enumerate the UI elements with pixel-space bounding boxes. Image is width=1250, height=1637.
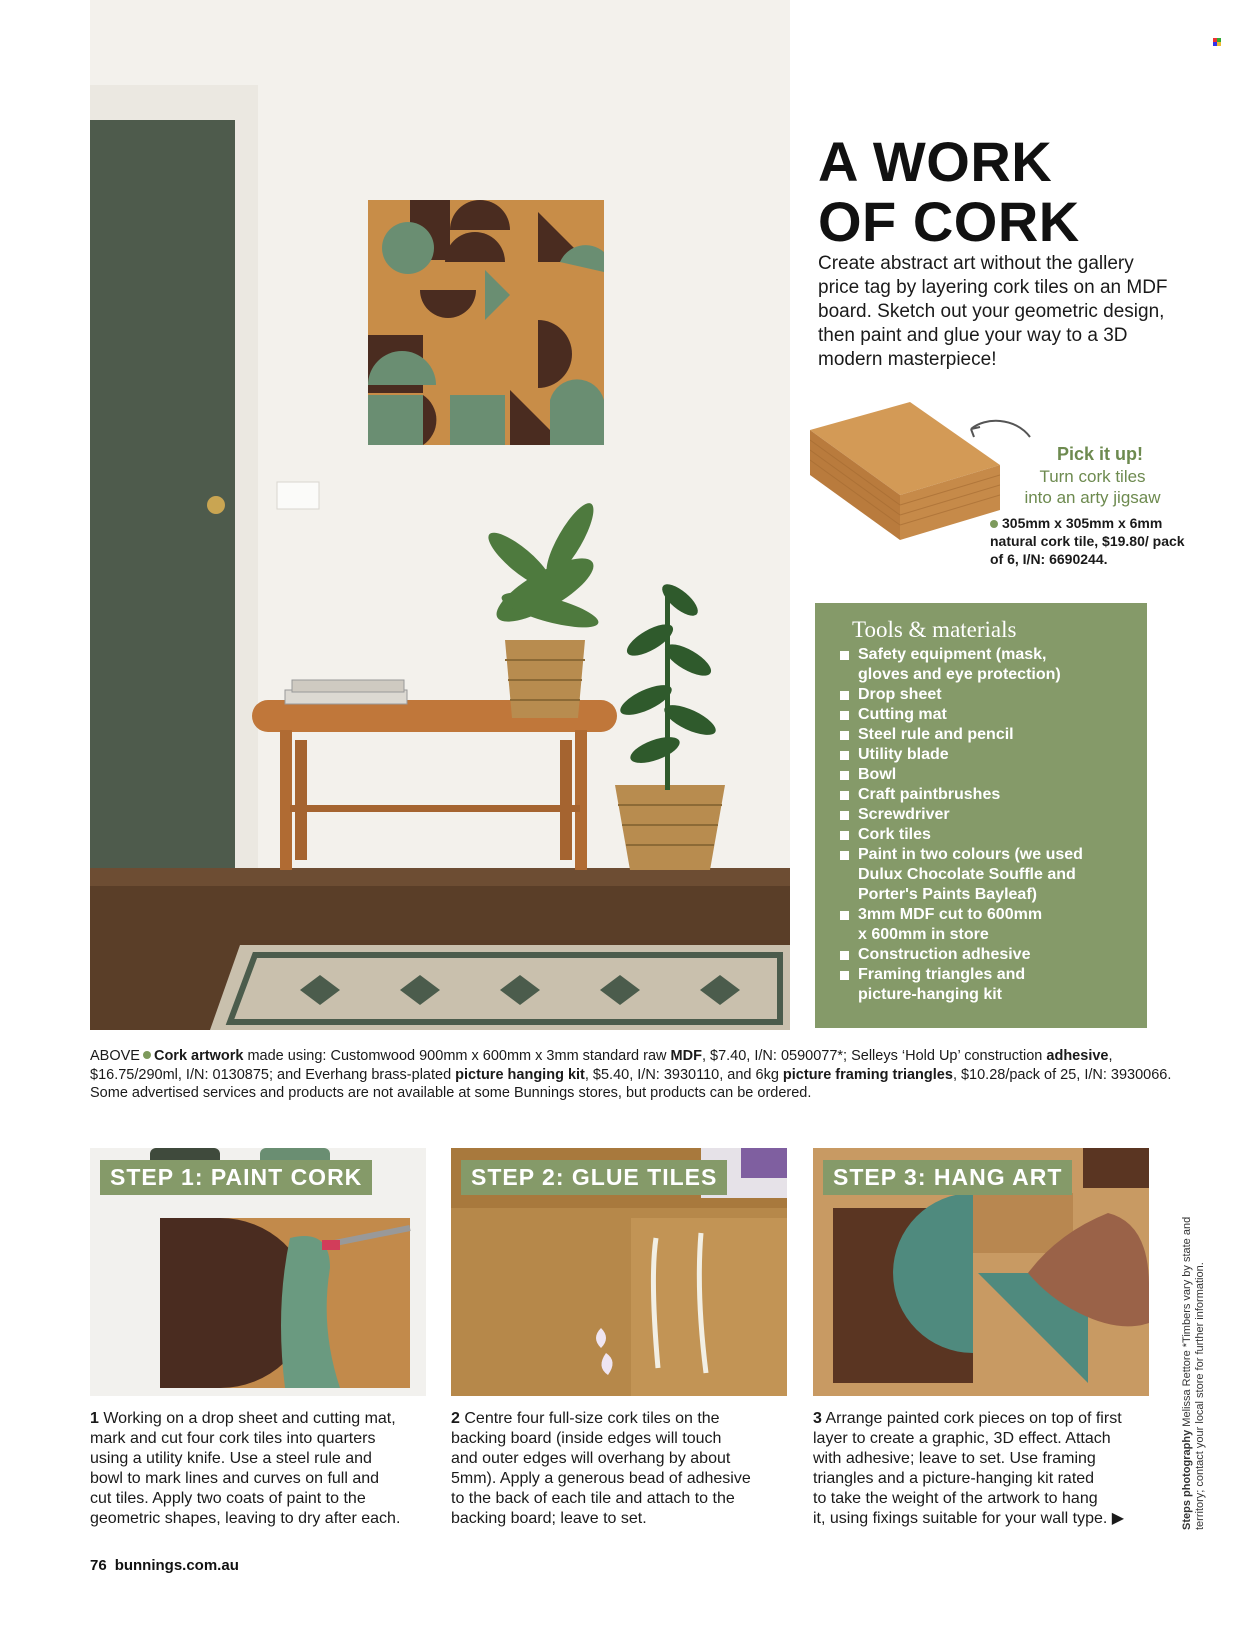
tools-item-line: 3mm MDF cut to 600mm xyxy=(858,906,1043,923)
article-title xyxy=(818,132,1218,252)
step-3-label: STEP 3: HANG ART xyxy=(823,1160,1072,1195)
caption-text: , $5.40, I/N: 3930110, and 6kg xyxy=(584,1066,783,1083)
step-text-line xyxy=(813,1509,1153,1529)
tools-list-item xyxy=(840,765,1129,785)
pick-it-up-title: Pick it up! xyxy=(1056,444,1143,464)
tools-list-item xyxy=(840,805,1129,825)
step-line-text: with adhesive; leave to set. Use framing xyxy=(813,1450,1096,1467)
title-line-1: A WORK xyxy=(818,130,1053,193)
pick-sub-line-1: Turn cork tiles xyxy=(1039,467,1146,486)
step-line-text: using a utility knife. Use a steel rule and xyxy=(90,1450,372,1467)
step-line-text: triangles and a picture-hanging kit rated xyxy=(813,1470,1095,1487)
step-line-text: backing board (inside edges will touch xyxy=(451,1430,722,1447)
tools-list-item xyxy=(840,685,1129,705)
step-1-instructions xyxy=(90,1409,435,1529)
step-2-instructions xyxy=(451,1409,796,1529)
tools-list-item xyxy=(840,905,1129,945)
tools-list-item xyxy=(840,945,1129,965)
step-number: 2 xyxy=(451,1410,460,1427)
step-line-text: geometric shapes, leaving to dry after each. xyxy=(90,1510,401,1527)
step-line-text: Working on a drop sheet and cutting mat, xyxy=(103,1410,396,1427)
caption-above-label: ABOVE xyxy=(90,1048,140,1064)
step-text-line xyxy=(451,1409,796,1429)
tools-materials-panel xyxy=(815,603,1147,1028)
step-line-text: to the back of each tile and attach to the xyxy=(451,1490,735,1507)
tools-item-line: picture-hanging kit xyxy=(858,986,1002,1003)
credit-name: Melissa Rettore xyxy=(1181,1350,1193,1430)
credit-label: Steps photography xyxy=(1181,1429,1193,1530)
step-line-text: mark and cut four cork tiles into quarters xyxy=(90,1430,376,1447)
caption-adhesive: adhesive xyxy=(1046,1048,1109,1064)
tools-list xyxy=(840,645,1129,1005)
step-2-photo xyxy=(451,1148,787,1396)
photo-caption xyxy=(90,1047,1180,1103)
bullet-dot-icon xyxy=(990,520,998,528)
step-text-line xyxy=(451,1509,796,1529)
step-text-line xyxy=(813,1489,1153,1509)
caption-text: , $16.75/290ml, I/N: 0130875; and Everhang brass-plated xyxy=(90,1048,1113,1083)
caption-triangles: picture framing triangles xyxy=(782,1066,953,1083)
tools-item-line: gloves and eye protection) xyxy=(858,666,1061,683)
tools-item-line: Steel rule and pencil xyxy=(858,726,1014,743)
tools-list-item xyxy=(840,705,1129,725)
tools-item-line: Cutting mat xyxy=(858,706,947,723)
article-intro: Create abstract art without the gallery price tag by layering cork tiles on an MDF board. Sketch out your geometric design, then paint and glue your way to a 3D modern masterpiece! xyxy=(818,253,1168,370)
step-text-line xyxy=(90,1469,435,1489)
tools-item-line: Drop sheet xyxy=(858,686,942,703)
pick-sub-line-2: into an arty jigsaw xyxy=(1024,488,1161,507)
tools-item-line: Bowl xyxy=(858,766,897,783)
step-text-line xyxy=(90,1429,435,1449)
tools-list-item xyxy=(840,845,1129,905)
tools-item-line: x 600mm in store xyxy=(858,926,989,943)
step-line-text: it, using fixings suitable for your wall type. ▶ xyxy=(813,1510,1125,1527)
step-line-text: 5mm). Apply a generous bead of adhesive xyxy=(451,1470,751,1487)
caption-text: , $10.28/pack of 25, I/N: 3930066. Some advertised services and products are not available at some Bunnings stores, but products can be ordered. xyxy=(90,1066,1172,1101)
page-footer xyxy=(90,1557,239,1574)
step-line-text: to take the weight of the artwork to hang xyxy=(813,1490,1098,1507)
caption-hanging-kit: picture hanging kit xyxy=(455,1066,585,1083)
step-number: 1 xyxy=(90,1410,99,1427)
step-text-line xyxy=(451,1449,796,1469)
tools-item-line: Screwdriver xyxy=(858,806,950,823)
caption-artwork: Cork artwork xyxy=(153,1048,244,1064)
hero-photo xyxy=(90,0,790,1030)
step-2-label: STEP 2: GLUE TILES xyxy=(461,1160,727,1195)
title-line-2: OF CORK xyxy=(818,190,1080,253)
caption-text: made using: Customwood 900mm x 600mm x 3mm standard raw xyxy=(243,1048,671,1064)
caption-mdf: MDF xyxy=(670,1048,702,1064)
tools-item-line: Craft paintbrushes xyxy=(858,786,1001,803)
step-text-line xyxy=(813,1469,1153,1489)
step-line-text: layer to create a graphic, 3D effect. Attach xyxy=(813,1430,1111,1447)
step-text-line xyxy=(90,1509,435,1529)
tools-item-line: Construction adhesive xyxy=(858,946,1031,963)
tools-list-item xyxy=(840,745,1129,765)
step-text-line xyxy=(90,1409,435,1429)
bullet-dot-icon xyxy=(143,1051,151,1059)
cork-tile-product xyxy=(990,514,1190,568)
tools-item-line: Dulux Chocolate Souffle and xyxy=(858,866,1076,883)
photo-credit xyxy=(1181,1200,1207,1530)
product-suffix: , $19.80/ pack of 6, I/N: 6690244. xyxy=(990,533,1185,567)
tools-list-item xyxy=(840,825,1129,845)
credit-note: *Timbers vary by state and territory; contact your local store for further information. xyxy=(1181,1216,1206,1530)
step-text-line xyxy=(813,1429,1153,1449)
tools-item-line: Utility blade xyxy=(858,746,949,763)
step-1-label: STEP 1: PAINT CORK xyxy=(100,1160,372,1195)
step-text-line xyxy=(451,1429,796,1449)
step-text-line xyxy=(90,1449,435,1469)
product-name: cork tile xyxy=(1040,533,1095,549)
tools-list-item xyxy=(840,785,1129,805)
step-3-photo xyxy=(813,1148,1149,1396)
product-prefix: 305mm x 305mm x 6mm natural xyxy=(990,515,1163,549)
caption-text: , $7.40, I/N: 0590077*; Selleys ‘Hold Up’ construction xyxy=(701,1048,1047,1064)
tools-item-line: Safety equipment (mask, xyxy=(858,646,1047,663)
tools-item-line: Cork tiles xyxy=(858,826,931,843)
tools-list-item xyxy=(840,725,1129,745)
tools-heading: Tools & materials xyxy=(852,617,1017,642)
website-link[interactable]: bunnings.com.au xyxy=(114,1557,239,1574)
pick-it-up-subtitle xyxy=(985,466,1200,508)
step-text-line xyxy=(451,1489,796,1509)
step-line-text: backing board; leave to set. xyxy=(451,1510,647,1527)
step-line-text: cut tiles. Apply two coats of paint to the xyxy=(90,1490,366,1507)
step-line-text: Centre four full-size cork tiles on the xyxy=(464,1410,720,1427)
step-1-photo xyxy=(90,1148,426,1396)
step-text-line xyxy=(90,1489,435,1509)
step-3-instructions xyxy=(813,1409,1153,1529)
tools-item-line: Paint in two colours (we used xyxy=(858,846,1083,863)
step-number: 3 xyxy=(813,1410,822,1427)
step-text-line xyxy=(813,1409,1153,1429)
step-line-text: bowl to mark lines and curves on full and xyxy=(90,1470,380,1487)
tools-item-line: Framing triangles and xyxy=(858,966,1026,983)
tools-list-item xyxy=(840,645,1129,685)
tools-item-line: Porter's Paints Bayleaf) xyxy=(858,886,1037,903)
step-text-line xyxy=(813,1449,1153,1469)
publisher-logo-icon xyxy=(1213,33,1221,41)
step-text-line xyxy=(451,1469,796,1489)
tools-list-item xyxy=(840,965,1129,1005)
step-line-text: Arrange painted cork pieces on top of first xyxy=(825,1410,1122,1427)
curved-arrow-icon xyxy=(965,415,1035,445)
page-number: 76 xyxy=(90,1557,107,1574)
step-line-text: and outer edges will overhang by about xyxy=(451,1450,731,1467)
